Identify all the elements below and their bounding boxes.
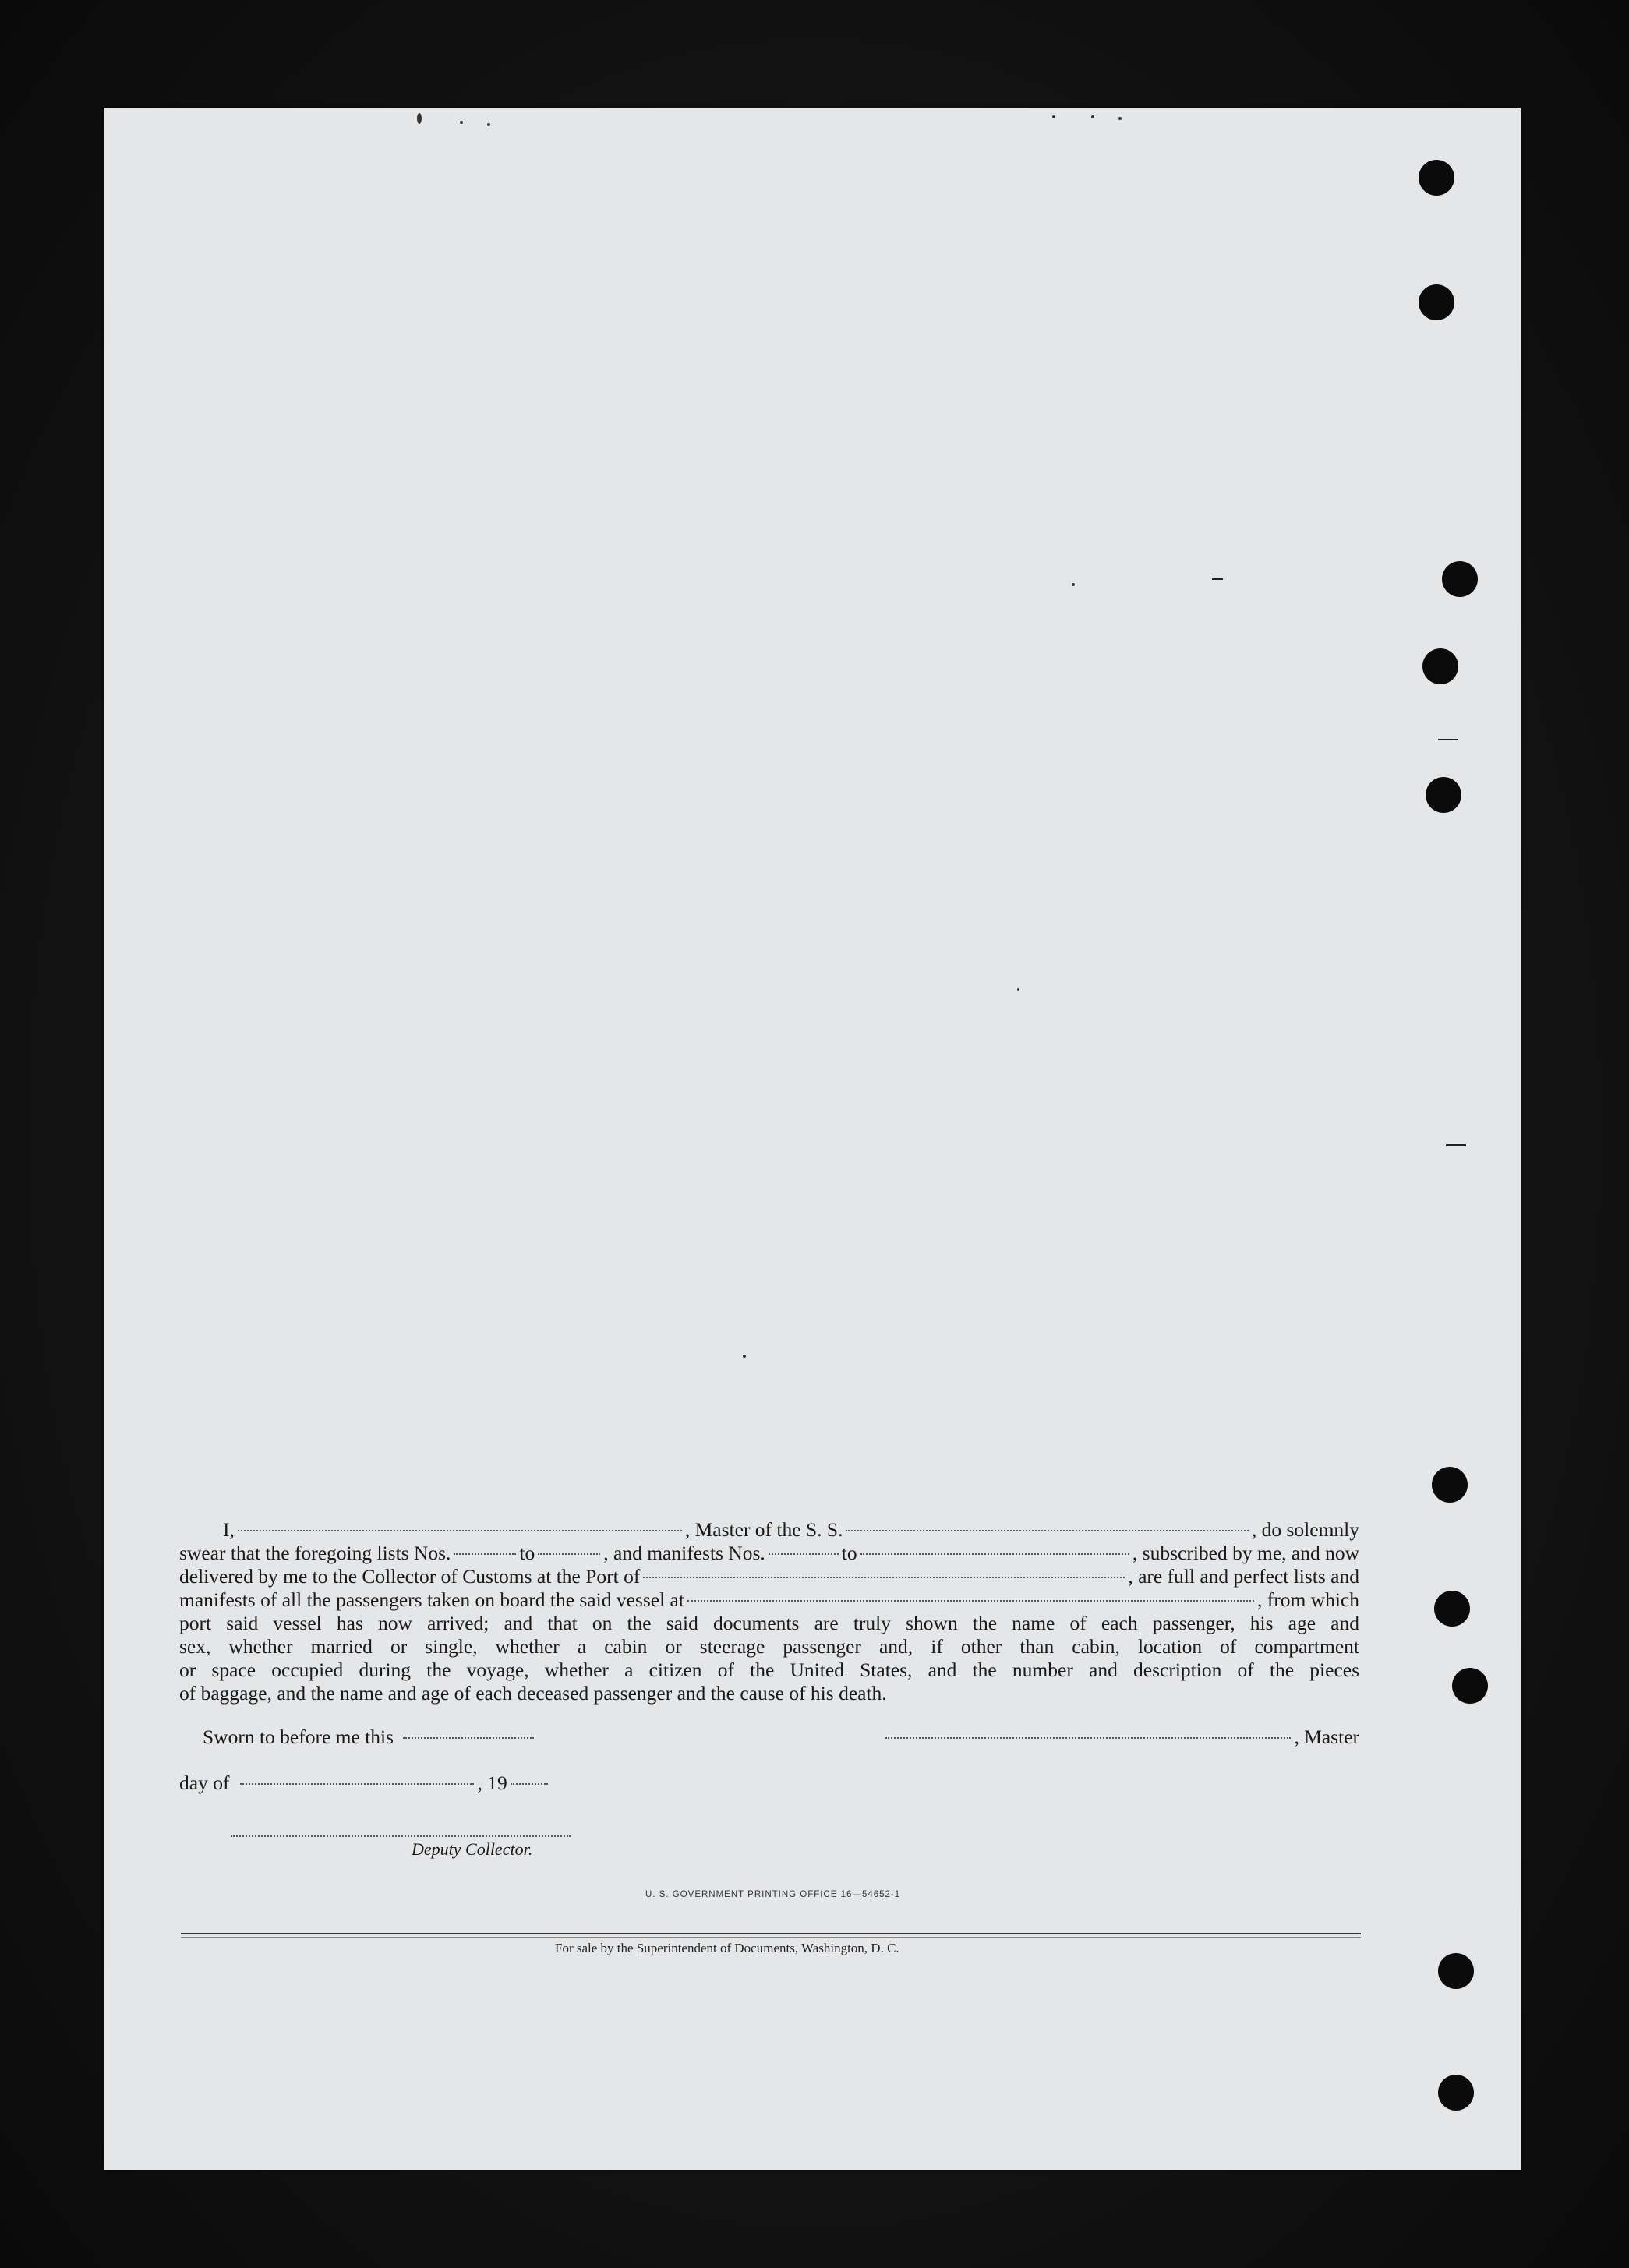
oath-text: delivered by me to the Collector of Customs at the Port of xyxy=(179,1565,641,1588)
scan-speck xyxy=(460,121,463,124)
year-prefix: , 19 xyxy=(477,1772,507,1794)
oath-line-6: sex, whether married or single, whether a cabin or steerage passenger and, if other than cabin, location of compartment xyxy=(179,1635,1359,1658)
scan-speck xyxy=(417,113,422,124)
scan-mark xyxy=(1438,739,1458,740)
scan-speck xyxy=(1118,117,1122,120)
sworn-row xyxy=(179,1726,1359,1752)
oath-text: , from which xyxy=(1256,1588,1359,1611)
printing-office-imprint: U. S. GOVERNMENT PRINTING OFFICE 16—54652-1 xyxy=(645,1890,901,1899)
oath-line-1 xyxy=(179,1518,1359,1542)
oath-line-8: of baggage, and the name and age of each deceased passenger and the cause of his death. xyxy=(179,1682,887,1705)
scan-speck xyxy=(487,123,490,126)
oath-line-4 xyxy=(179,1588,1359,1612)
binder-hole xyxy=(1419,160,1454,196)
oath-text: to xyxy=(841,1542,857,1564)
scan-speck xyxy=(1091,115,1094,118)
day-row xyxy=(179,1772,551,1795)
footer-rule xyxy=(181,1933,1361,1934)
binder-hole xyxy=(1452,1668,1488,1704)
binder-hole xyxy=(1419,284,1454,320)
oath-line-2 xyxy=(179,1542,1359,1565)
scan-mark xyxy=(1212,578,1223,580)
footer-rule-thin xyxy=(181,1937,1361,1938)
ship-name-blank xyxy=(846,1530,1248,1531)
binder-hole xyxy=(1438,1953,1474,1989)
port-blank xyxy=(643,1577,1125,1578)
scan-speck xyxy=(743,1355,746,1358)
binder-hole xyxy=(1422,648,1458,684)
scan-speck xyxy=(1072,583,1075,586)
oath-text: swear that the foregoing lists Nos. xyxy=(179,1542,451,1564)
list-from-blank xyxy=(454,1553,516,1555)
list-to-blank xyxy=(538,1553,600,1555)
oath-text: , Master of the S. S. xyxy=(684,1518,843,1541)
scan-mark xyxy=(1446,1144,1466,1146)
scan-speck xyxy=(1052,115,1055,118)
oath-text: manifests of all the passengers taken on board the said vessel at xyxy=(179,1588,684,1611)
binder-hole xyxy=(1434,1591,1470,1627)
binder-hole xyxy=(1432,1467,1468,1503)
sworn-label: Sworn to before me this xyxy=(203,1726,394,1748)
oath-text: , do solemnly xyxy=(1251,1518,1359,1541)
oath-line-5: port said vessel has now arrived; and that on the said documents are truly shown the name of each passenger, his age and xyxy=(179,1612,1359,1634)
year-blank xyxy=(511,1783,548,1785)
oath-text: , are full and perfect lists and xyxy=(1128,1565,1359,1588)
binder-hole xyxy=(1426,777,1461,813)
master-signature xyxy=(882,1726,1359,1749)
month-blank xyxy=(240,1783,474,1785)
manifest-to-blank xyxy=(860,1553,1129,1555)
oath-text: to xyxy=(519,1542,535,1564)
binder-hole xyxy=(1442,561,1478,597)
sworn-day-blank xyxy=(403,1737,534,1739)
deputy-signature-line xyxy=(231,1835,571,1837)
master-name-blank xyxy=(238,1530,682,1531)
oath-text: , and manifests Nos. xyxy=(603,1542,765,1564)
deputy-collector-label: Deputy Collector. xyxy=(412,1839,533,1859)
oath-line-7: or space occupied during the voyage, whether a citizen of the United States, and the number and description of the pieces xyxy=(179,1659,1359,1681)
binder-hole xyxy=(1438,2075,1474,2111)
for-sale-notice: For sale by the Superintendent of Documents, Washington, D. C. xyxy=(555,1941,899,1955)
manifest-from-blank xyxy=(769,1553,839,1555)
oath-line-3 xyxy=(179,1565,1359,1588)
oath-text: I, xyxy=(223,1518,235,1541)
oath-paragraph xyxy=(179,1518,1359,1705)
master-label: , Master xyxy=(1294,1726,1359,1748)
departure-port-blank xyxy=(687,1600,1254,1602)
scan-speck xyxy=(1017,988,1019,991)
sworn-left xyxy=(203,1726,537,1749)
document-page xyxy=(104,108,1521,2170)
master-signature-blank xyxy=(885,1737,1291,1739)
oath-text: , subscribed by me, and now xyxy=(1132,1542,1359,1564)
day-of-label: day of xyxy=(179,1772,230,1794)
